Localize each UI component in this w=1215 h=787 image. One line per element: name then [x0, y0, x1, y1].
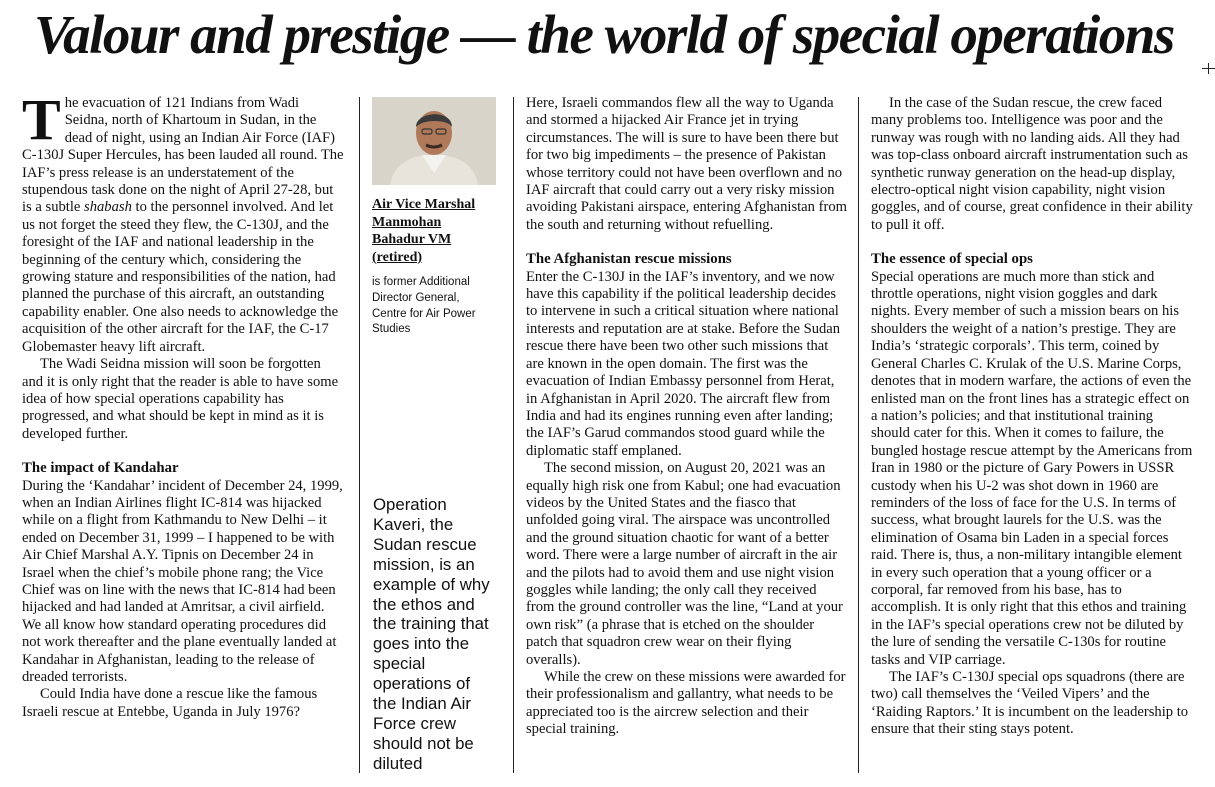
article-column-3	[526, 95, 848, 739]
author-photo	[372, 97, 496, 185]
paragraph: The second mission, on August 20, 2021 was an equally high risk one from Kabul; one had evacuation videos by the United States and the fiasco that unfolded going viral. The airspace was uncontrolled and the ground situation chaotic for want of a better word. There were a large number of aircraft in the air and the pilots had to avoid them and use night vision goggles while landing; the only call they received from the ground controller was the line, “Land at your own risk” (a phrase that is etched on the shoulder patch that squadron crew wear on their flying overalls).	[526, 460, 843, 668]
pull-quote: Operation Kaveri, the Sudan rescue mission, is an example of why the ethos and the training that goes into the special operations of the Indian Air Force crew should not be diluted	[373, 495, 490, 773]
subheading: The impact of Kandahar	[22, 460, 179, 477]
paragraph: Here, Israeli commandos flew all the way to Uganda and stormed a hijacked Air France jet in trying circumstances. The will is sure to have been there but for two big impediments – the presence of Pakistan whose territory could not have been overflown and no IAF aircraft that could carry out a very risky mission avoiding Pakistani airspace, entering Afghanistan from the south and returning without refuelling.	[526, 95, 847, 233]
author-name: Air Vice Marshal Manmohan Bahadur VM (retired)	[372, 197, 476, 265]
article-column-4	[871, 95, 1194, 739]
paragraph: While the crew on these missions were awarded for their professionalism and gallantry, what needs to be appreciated too is the aircrew selection and their special training.	[526, 669, 846, 738]
paragraph	[22, 87, 345, 356]
headline: Valour and prestige — the world of special operations	[34, 4, 1174, 65]
paragraph: In the case of the Sudan rescue, the crew faced many problems too. Intelligence was poor and the runway was rough with no landing aids. All they had was top-class onboard aircraft instrumentation such as synthetic runway generation on the head-up display, electro-optical night vision capability, night vision goggles, and of course, great confidence in their ability to pull it off.	[871, 95, 1193, 233]
paragraph: Special operations are much more than stick and throttle operations, night vision goggles and dark nights. Every member of such a mission bears on his shoulders the weight of a nation’s prestige. They are India’s ‘strategic corporals’. This term, coined by General Charles C. Krulak of the U.S. Marine Corps, denotes that in modern warfare, the actions of even the enlisted man on the front lines has a strategic effect on a nation’s policies; and that institutional training should cater for this. When it comes to failure, the bungled hostage rescue attempt by the Americans from Iran in 1980 or the picture of Gary Powers in USSR custody when his U-2 was shot down in 1960 are reminders of the loss of face for the U.S. In terms of success, what brought laurels for the U.S. was the elimination of Osama bin Laden in a special forces raid. There is, thus, a non-military intangible element in every such operation that a young officer or a corporal, far removed from his base, has to accomplish. It is only right that this ethos and training in the IAF’s special operations crew not be diluted by the lure of sending the versatile C-130s for routine tasks and VIP carriage.	[871, 268, 1193, 668]
column-rule	[858, 97, 859, 773]
text-run: he evacuation of 121 Indians from Wadi Seidna, north of Khartoum in Sudan, in the dead of night, using an Indian Air Force (IAF) C-130J Super Hercules, has been lauded all round. The IAF’s press release is an understatement of the stupendous task done on the night of April 27-28, but is a subtle	[22, 95, 344, 216]
subheading: The Afghanistan rescue missions	[526, 251, 732, 268]
text-run: to the personnel involved. And let us not forget the steed they flew, the C-130J, and the foresight of the IAF and national leadership in the beginning of the century which, considering the growing stature and responsibilities of the nation, had planned the purchase of this aircraft, an outstanding capability enabler. One also needs to acknowledge the acquisition of the other aircraft for the IAF, the C-17 Globemaster heavy lift aircraft.	[22, 199, 339, 355]
column-rule	[513, 97, 514, 773]
author-bio: is former Additional Director General, Centre for Air Power Studies	[372, 276, 476, 336]
paragraph: Could India have done a rescue like the famous Israeli rescue at Entebbe, Uganda in July 1976?	[22, 686, 318, 720]
column-rule	[359, 97, 360, 773]
paragraph: The Wadi Seidna mission will soon be forgotten and it is only right that the reader is able to have some idea of how special operations capability has progressed, and what should be kept in mind as it is developed further.	[22, 356, 339, 442]
article-column-1	[22, 87, 345, 721]
paragraph: The IAF’s C-130J special ops squadrons (there are two) call themselves the ‘Veiled Vipers’ and the ‘Raiding Raptors.’ It is incumbent on the leadership to ensure that their sting stays potent.	[871, 669, 1189, 738]
author-portrait-image	[372, 97, 496, 185]
paragraph: During the ‘Kandahar’ incident of December 24, 1999, when an Indian Airlines flight IC-814 was hijacked while on a flight from Kathmandu to New Delhi – it ended on December 31, 1999 – I happened to be with Air Chief Marshal A.Y. Tipnis on December 24 in Israel when the chief’s mobile phone rang; the Vice Chief was on line with the news that IC-814 had been hijacked and had landed at Amritsar, a civil airfield. We all know how standard operating procedures did not work thereafter and the plane eventually landed at Kandahar in Afghanistan, leading to the release of dreaded terrorists.	[22, 477, 343, 685]
drop-cap: T	[22, 87, 61, 152]
crop-mark-icon	[1202, 63, 1215, 74]
emphasis: shabash	[84, 199, 132, 216]
paragraph: Enter the C-130J in the IAF’s inventory, and we now have this capability if the political leadership decides to intervene in such a critical situation where national interests and reputation are at stake. Before the Sudan rescue there have been two other such missions that are known in the open domain. The first was the evacuation of Indian Embassy personnel from Herat, in Afghanistan in April 2020. The aircraft flew from India and had its engines running even after landing; the IAF’s Garud commandos stood guard while the diplomatic staff emplaned.	[526, 268, 841, 459]
subheading: The essence of special ops	[871, 251, 1033, 268]
